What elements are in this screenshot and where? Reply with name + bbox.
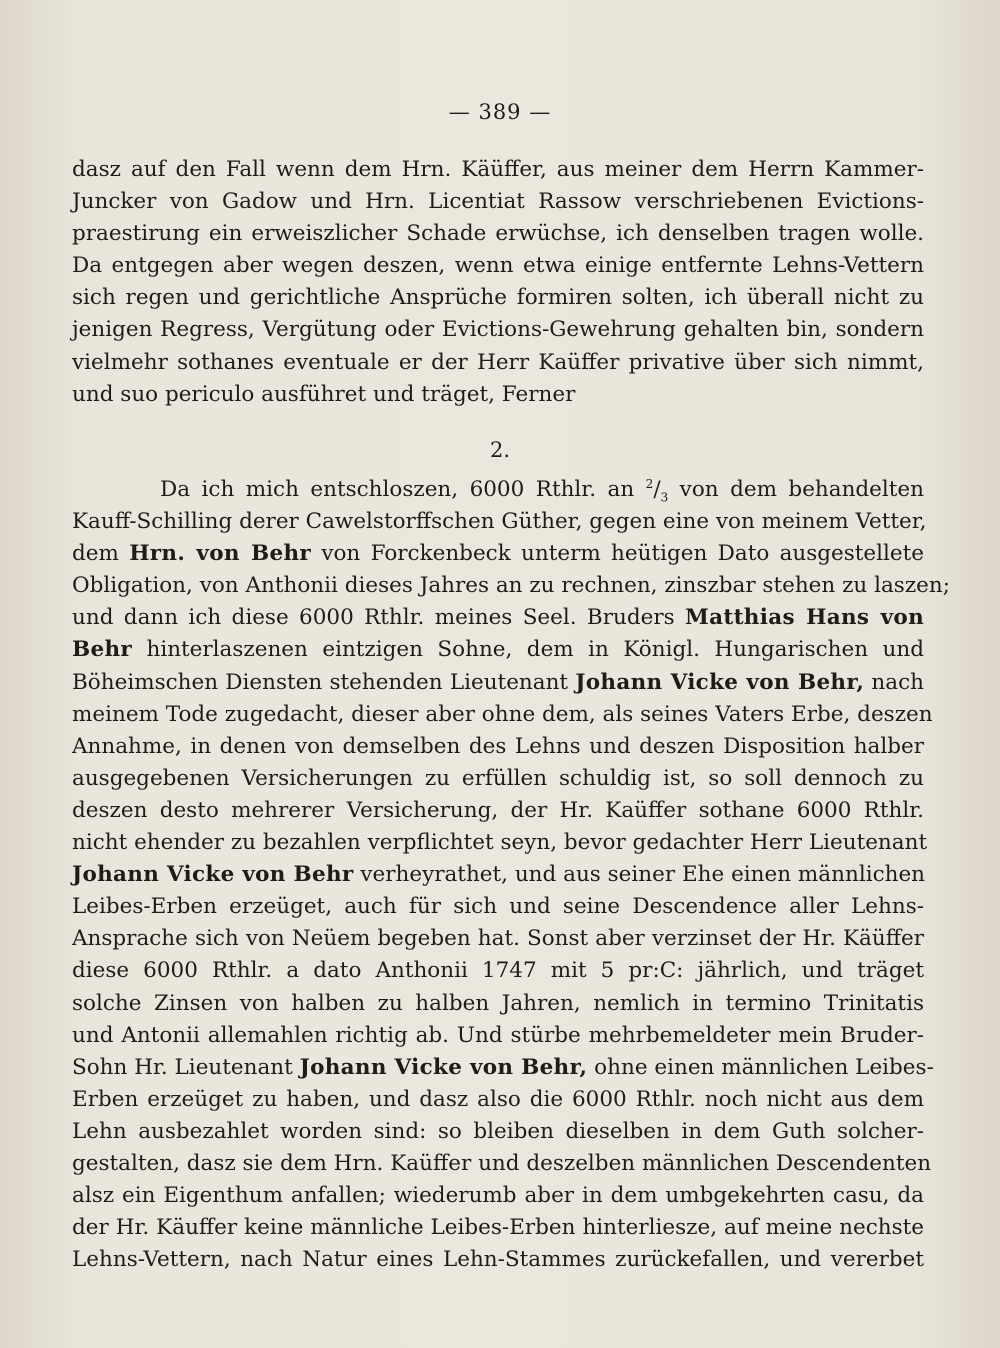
text-line: nicht ehender zu bezahlen verpflichtet seyn, bevor gedachter Herr Lieutenant [72,830,928,856]
text-line: deszen desto mehrerer Versicherung, der Hr. Kaüffer sothane 6000 Rthlr. [72,797,924,823]
text-line: Leibes-Erben erzeüget, auch für sich und seine Descendence aller Lehns- [72,894,924,920]
text-run: Da ich mich entschloszen, 6000 Rthlr. an [160,477,646,502]
text-line [72,634,924,666]
text-line: Erben erzeüget zu haben, und dasz also die 6000 Rthlr. noch nicht aus dem [72,1086,924,1112]
text-line: ausgegebenen Versicherungen zu erfüllen schuldig ist, so soll dennoch zu [72,765,924,791]
name-bold: Johann Vicke von Behr [72,862,354,888]
text-line: jenigen Regress, Vergütung oder Evictions-Gewehrung gehalten bin, sondern [72,317,924,343]
text-line: dasz auf den Fall wenn dem Hrn. Käüffer, aus meiner dem Herrn Kammer- [72,157,924,182]
text-line: der Hr. Käuffer keine männliche Leibes-Erben hinterliesze, auf meine nechste [72,1215,924,1241]
text-run: dem [72,541,130,567]
text-run: Sohn Hr. Lieutenant [72,1054,300,1080]
text-line: alsz ein Eigenthum anfallen; wiederumb aber in dem umbgekehrten casu, da [72,1183,924,1209]
fraction-numerator: 2 [645,476,654,491]
text-run: ohne einen männlichen Leibes- [587,1054,934,1080]
text-line: Ansprache sich von Neüem begeben hat. Sonst aber verzinset der Hr. Käüffer [72,926,924,952]
text-run: und dann ich diese 6000 Rthlr. meines Seel. Bruders [72,605,686,631]
name-bold: Johann Vicke von Behr, [575,669,865,695]
text-line: vielmehr sothanes eventuale er der Herr Kaüffer privative über sich nimmt, [72,349,924,375]
name-bold: Matthias Hans von [685,605,924,631]
text-line: solche Zinsen von halben zu halben Jahren, nemlich in termino Trinitatis [72,990,924,1016]
text-line: gestalten, dasz sie dem Hrn. Kaüffer und deszelben männlichen Descendenten [72,1150,932,1176]
text-line [72,538,924,570]
text-line: Lehn ausbezahlet worden sind: so bleiben dieselben in dem Guth solcher- [72,1118,924,1144]
text-line: Juncker von Gadow und Hrn. Licentiat Rassow verschriebenen Evictions- [72,189,924,215]
paragraph-1 [72,154,924,411]
paragraph-2 [72,474,950,1276]
text-line: praestirung ein erweiszlicher Schade erwüchse, ich denselben tragen wolle. [72,221,924,247]
name-bold: Hrn. von Behr [129,541,312,567]
fraction-denominator: 3 [660,490,669,505]
text-line: Lehns-Vettern, nach Natur eines Lehn-Stammes zurückefallen, und vererbet [72,1247,924,1273]
text-line: Annahme, in denen von demselben des Lehns und deszen Disposition halber [72,733,924,759]
text-line: Da entgegen aber wegen deszen, wenn etwa einige entfernte Lehns-Vettern [72,253,924,279]
name-bold: Behr [72,637,133,663]
text-line: und Antonii allemahlen richtig ab. Und stürbe mehrbemeldeter mein Bruder- [72,1022,924,1048]
text-line [72,602,924,634]
text-line: diese 6000 Rthlr. a dato Anthonii 1747 mit 5 pr:C: jährlich, und träget [72,958,924,984]
text-run: nach [864,669,924,695]
text-run: verheyrathet, und aus seiner Ehe einen männlichen [353,862,926,888]
text-line [72,474,924,506]
text-line [72,667,924,699]
text-line: Kauff-Schilling derer Cawelstorffschen Güther, gegen eine von meinem Vetter, [72,509,927,535]
name-bold: Johann Vicke von Behr, [299,1054,588,1080]
text-line: und suo periculo ausführet und träget, Ferner [72,381,576,407]
text-line: meinem Tode zugedacht, dieser aber ohne dem, als seines Vaters Erbe, deszen [72,701,933,727]
text-run: von dem behandelten [668,477,924,502]
section-number: 2. [489,438,511,462]
text-line [72,1052,934,1084]
text-line: Obligation, von Anthonii dieses Jahres an zu rechnen, zinszbar stehen zu laszen; [72,573,950,599]
text-line [72,859,924,891]
text-run: von Forckenbeck unterm heütigen Dato ausgestellete [311,541,924,567]
text-line: sich regen und gerichtliche Ansprüche formiren solten, ich überall nicht zu [72,285,924,311]
text-run: Böheimschen Diensten stehenden Lieutenant [72,669,576,695]
text-run: hinterlaszenen eintzigen Sohne, dem in Königl. Hungarischen und [132,637,924,663]
fraction-slash: / [653,477,661,502]
page-number: — 389 — [448,100,552,124]
